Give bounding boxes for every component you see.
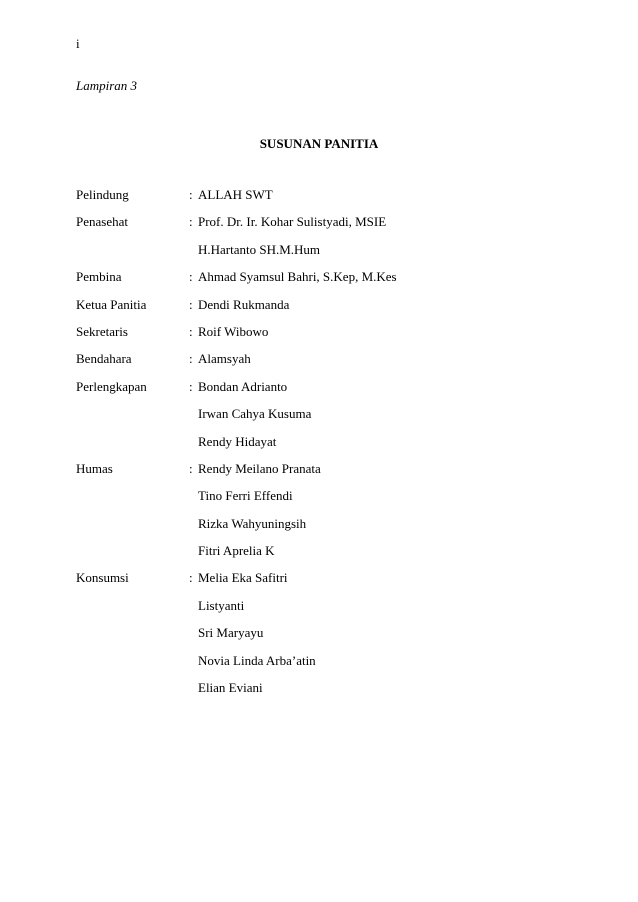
member-name: Fitri Aprelia K (198, 543, 275, 559)
role-separator: : (189, 296, 193, 312)
roster-row-continuation (76, 543, 596, 570)
member-name: Melia Eka Safitri (198, 570, 288, 586)
member-name: Ahmad Syamsul Bahri, S.Kep, M.Kes (198, 269, 397, 285)
roster-row-continuation (76, 680, 596, 707)
role-separator: : (189, 378, 193, 394)
role-label: Perlengkapan (76, 378, 147, 394)
roster-row-continuation (76, 653, 596, 680)
role-separator: : (189, 570, 193, 586)
roster-row-continuation (76, 242, 596, 269)
member-name: Elian Eviani (198, 680, 263, 696)
roster-row (76, 269, 596, 296)
member-name: Rizka Wahyuningsih (198, 515, 307, 531)
roster-row (76, 461, 596, 488)
role-label: Bendahara (76, 351, 132, 367)
roster-row-continuation (76, 625, 596, 652)
member-name: Listyanti (198, 597, 245, 613)
roster-row-continuation (76, 406, 596, 433)
member-name: Roif Wibowo (198, 323, 269, 339)
role-label: Ketua Panitia (76, 296, 147, 312)
member-name: H.Hartanto SH.M.Hum (198, 241, 321, 257)
role-label: Humas (76, 460, 113, 476)
roster-row (76, 351, 596, 378)
role-separator: : (189, 323, 193, 339)
role-label: Konsumsi (76, 570, 129, 586)
attachment-label: Lampiran 3 (76, 78, 138, 93)
roster-row (76, 379, 596, 406)
member-name: Alamsyah (198, 351, 251, 367)
roster-row (76, 297, 596, 324)
roster-row-continuation (76, 488, 596, 515)
roster-row-continuation (76, 598, 596, 625)
role-label: Pelindung (76, 187, 129, 202)
member-name: Bondan Adrianto (198, 378, 288, 394)
member-name: Rendy Hidayat (198, 433, 277, 449)
document-title-text: SUSUNAN PANITIA (259, 136, 379, 151)
document-title (0, 136, 638, 152)
member-name: Irwan Cahya Kusuma (198, 406, 312, 422)
roster-row (76, 214, 596, 241)
member-name: Dendi Rukmanda (198, 296, 290, 312)
role-separator: : (189, 351, 193, 367)
member-name: Novia Linda Arba’atin (198, 652, 316, 668)
member-name: Tino Ferri Effendi (198, 488, 293, 504)
committee-roster (76, 187, 596, 707)
role-separator: : (189, 269, 193, 285)
role-separator: : (189, 214, 193, 230)
member-name: Rendy Meilano Pranata (198, 460, 321, 476)
member-name: Prof. Dr. Ir. Kohar Sulistyadi, MSIE (198, 214, 387, 230)
roster-row-continuation (76, 434, 596, 461)
role-separator: : (189, 187, 193, 202)
roster-row (76, 187, 596, 214)
roster-row (76, 570, 596, 597)
member-name: ALLAH SWT (198, 187, 273, 202)
roster-row (76, 324, 596, 351)
role-label: Penasehat (76, 214, 128, 230)
member-name: Sri Maryayu (198, 625, 264, 641)
role-label: Sekretaris (76, 323, 128, 339)
role-separator: : (189, 460, 193, 476)
role-label: Pembina (76, 269, 122, 285)
page-number: i (76, 36, 80, 51)
roster-row-continuation (76, 516, 596, 543)
